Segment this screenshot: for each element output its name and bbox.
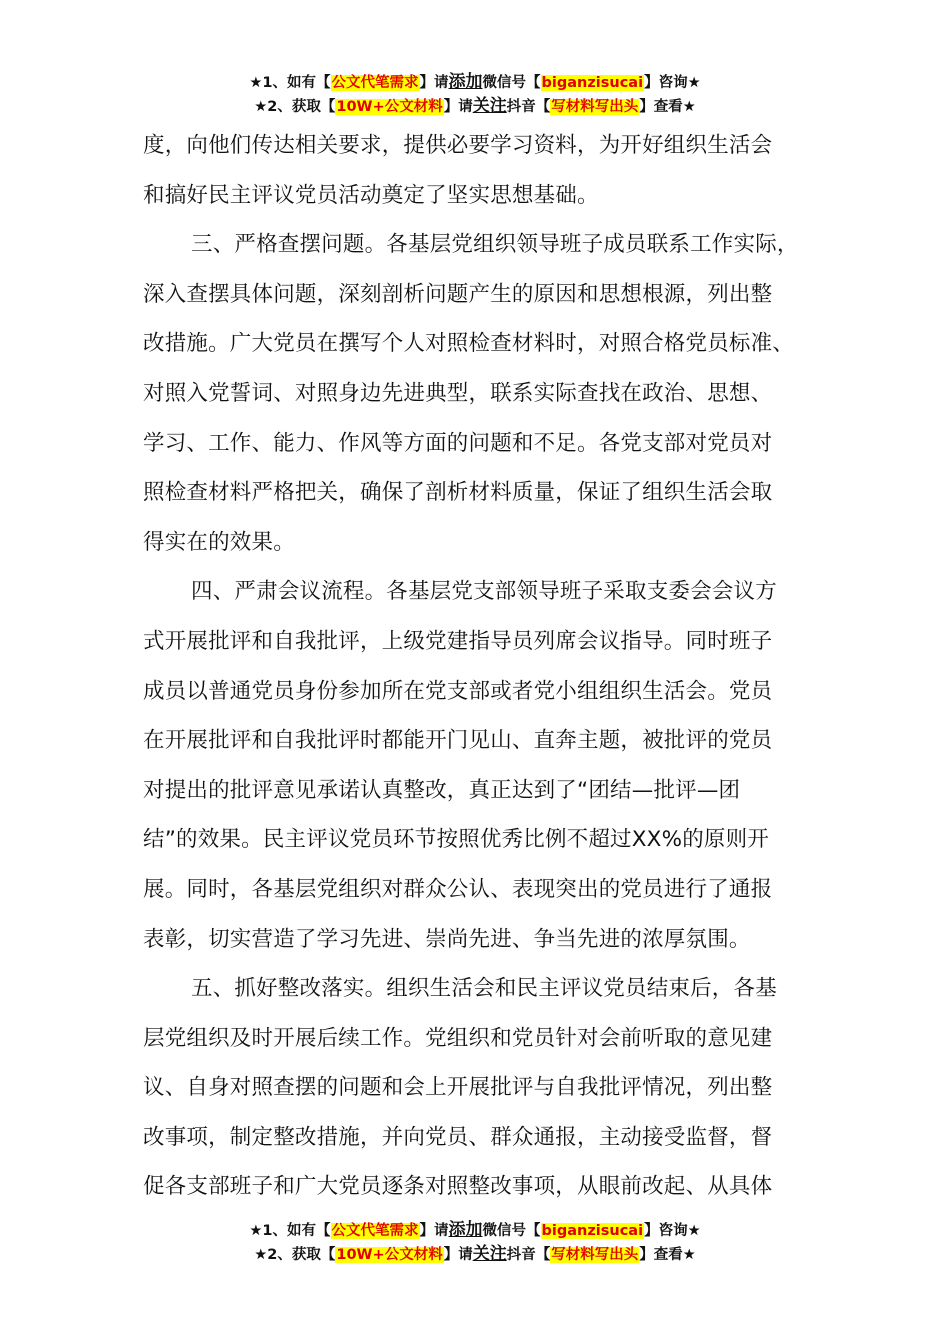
banner-highlight: 10W+公文材料: [336, 1247, 443, 1263]
body-line: 深入查摆具体问题，深刻剖析问题产生的原因和思想根源，列出整: [143, 281, 773, 307]
body-line: 展。同时，各基层党组织对群众公认、表现突出的党员进行了通报: [143, 876, 773, 902]
banner-line-1: [0, 71, 950, 95]
banner-text: 抖音【: [506, 1247, 551, 1263]
header-banner: [0, 71, 950, 119]
banner-highlight: 10W+公文材料: [336, 99, 443, 115]
body-line: 表彰，切实营造了学习先进、崇尚先进、争当先进的浓厚氛围。: [143, 926, 751, 952]
banner-text: 抖音【: [506, 99, 551, 115]
banner-text: 】查看★: [639, 99, 696, 115]
banner-douyin-id: 写材料写出头: [551, 1247, 639, 1263]
banner-line-2: [0, 95, 950, 119]
body-line: 和搞好民主评议党员活动奠定了坚实思想基础。: [143, 182, 599, 208]
document-body: [143, 121, 819, 1212]
body-line: 四、严肃会议流程。各基层党支部领导班子采取支委会会议方: [191, 579, 777, 605]
body-line: 对照入党誓词、对照身边先进典型，联系实际查找在政治、思想、: [143, 380, 773, 406]
banner-text: 】请: [443, 99, 473, 115]
banner-line-2: [0, 1243, 950, 1267]
banner-emphasis: 关注: [472, 1244, 507, 1264]
banner-text: 】请: [443, 1247, 473, 1263]
banner-text: ★1、如有【: [249, 75, 331, 91]
body-line: 度，向他们传达相关要求，提供必要学习资料，为开好组织生活会: [143, 133, 773, 158]
banner-text: 】请: [419, 1223, 449, 1239]
body-line: 三、严格查摆问题。各基层党组织领导班子成员联系工作实际，: [191, 232, 799, 258]
body-line: 对提出的批评意见承诺认真整改，真正达到了“团结—批评—团: [143, 777, 741, 803]
body-line: 在开展批评和自我批评时都能开门见山、直奔主题，被批评的党员: [143, 728, 773, 754]
body-line: 式开展批评和自我批评，上级党建指导员列席会议指导。同时班子: [143, 628, 773, 654]
banner-emphasis: 添加: [448, 72, 483, 92]
banner-text: ★1、如有【: [249, 1223, 331, 1239]
banner-text: 】咨询★: [644, 1223, 701, 1239]
body-line: 改事项，制定整改措施，并向党员、群众通报，主动接受监督，督: [143, 1124, 773, 1150]
body-line: 改措施。广大党员在撰写个人对照检查材料时，对照合格党员标准、: [143, 331, 795, 357]
banner-douyin-id: 写材料写出头: [551, 99, 639, 115]
body-line: 层党组织及时开展后续工作。党组织和党员针对会前听取的意见建: [143, 1025, 773, 1051]
banner-highlight: 公文代笔需求: [331, 1223, 419, 1239]
body-line: 学习、工作、能力、作风等方面的问题和不足。各党支部对党员对: [143, 430, 773, 456]
body-line: 五、抓好整改落实。组织生活会和民主评议党员结束后，各基: [191, 976, 777, 1002]
banner-highlight: 公文代笔需求: [331, 75, 419, 91]
banner-line-1: [0, 1219, 950, 1243]
banner-wechat-id: biganzisucai: [541, 1223, 644, 1239]
banner-text: 微信号【: [482, 1223, 541, 1239]
banner-text: 微信号【: [482, 75, 541, 91]
body-line: 成员以普通党员身份参加所在党支部或者党小组组织生活会。党员: [143, 678, 773, 704]
banner-text: ★2、获取【: [254, 99, 336, 115]
body-line: 促各支部班子和广大党员逐条对照整改事项，从眼前改起、从具体: [143, 1174, 773, 1200]
banner-text: 】咨询★: [644, 75, 701, 91]
banner-emphasis: 关注: [472, 96, 507, 116]
body-line: 得实在的效果。: [143, 529, 295, 555]
footer-banner: [0, 1219, 950, 1267]
banner-text: ★2、获取【: [254, 1247, 336, 1263]
body-line: 结”的效果。民主评议党员环节按照优秀比例不超过XX%的原则开: [143, 827, 770, 853]
banner-text: 】请: [419, 75, 449, 91]
body-line: 照检查材料严格把关，确保了剖析材料质量，保证了组织生活会取: [143, 480, 773, 506]
banner-text: 】查看★: [639, 1247, 696, 1263]
body-line: 议、自身对照查摆的问题和会上开展批评与自我批评情况，列出整: [143, 1075, 773, 1101]
banner-wechat-id: biganzisucai: [541, 75, 644, 91]
banner-emphasis: 添加: [448, 1220, 483, 1240]
